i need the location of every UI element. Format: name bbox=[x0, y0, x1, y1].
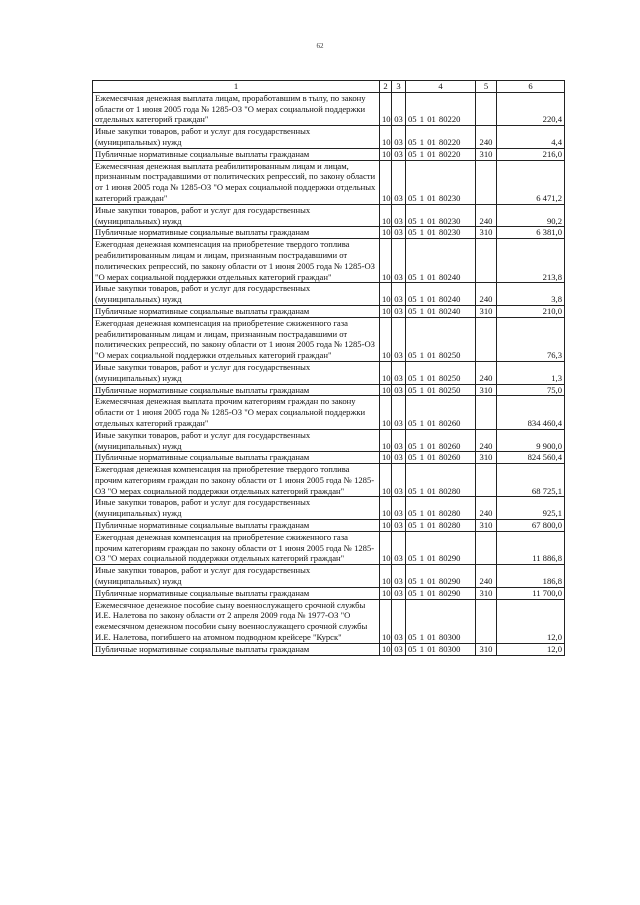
row-target-code: 05 1 01 80220 bbox=[406, 148, 476, 160]
row-description: Иные закупки товаров, работ и услуг для государственных (муниципальных) нужд bbox=[93, 283, 380, 306]
row-expense-type: 310 bbox=[476, 452, 497, 464]
row-section: 10 bbox=[380, 239, 392, 283]
table-row bbox=[93, 160, 565, 204]
row-expense-type: 240 bbox=[476, 429, 497, 452]
table-row bbox=[93, 531, 565, 564]
row-target-code: 05 1 01 80230 bbox=[406, 160, 476, 204]
row-description: Ежемесячная денежная выплата реабилитированным лицам и лицам, признанным пострадавшими от политических репрессий, по закону области от 1 июня 2005 года № 1285-ОЗ "О мерах социальной поддержки отдельных категорий граждан" bbox=[93, 160, 380, 204]
row-section: 10 bbox=[380, 429, 392, 452]
row-expense-type: 240 bbox=[476, 565, 497, 588]
row-expense-type: 310 bbox=[476, 384, 497, 396]
row-expense-type: 310 bbox=[476, 643, 497, 655]
row-expense-type bbox=[476, 92, 497, 125]
table-row bbox=[93, 396, 565, 429]
row-amount: 9 900,0 bbox=[497, 429, 565, 452]
row-amount: 67 800,0 bbox=[497, 520, 565, 532]
row-subsection: 03 bbox=[392, 565, 406, 588]
table-body bbox=[93, 92, 565, 655]
row-section: 10 bbox=[380, 531, 392, 564]
row-expense-type bbox=[476, 317, 497, 361]
table-row bbox=[93, 464, 565, 497]
row-section: 10 bbox=[380, 92, 392, 125]
table-row bbox=[93, 317, 565, 361]
table-row bbox=[93, 452, 565, 464]
row-description: Ежегодная денежная компенсация на приобретение сжиженного газа реабилитированным лицам и лицам, признанным пострадавшими от политических репрессий, по закону области от 1 июня 2005 года № 1285-ОЗ "О мерах социальной поддержки отдельных категорий граждан" bbox=[93, 317, 380, 361]
row-subsection: 03 bbox=[392, 464, 406, 497]
row-amount: 925,1 bbox=[497, 497, 565, 520]
row-subsection: 03 bbox=[392, 92, 406, 125]
row-amount: 6 381,0 bbox=[497, 227, 565, 239]
row-target-code: 05 1 01 80240 bbox=[406, 239, 476, 283]
row-amount: 6 471,2 bbox=[497, 160, 565, 204]
row-section: 10 bbox=[380, 643, 392, 655]
table-row bbox=[93, 283, 565, 306]
row-description: Ежегодная денежная компенсация на приобретение твердого топлива прочим категориям граждан по закону области от 1 июня 2005 года № 1285-ОЗ "О мерах социальной поддержки отдельных категорий граждан" bbox=[93, 464, 380, 497]
row-section: 10 bbox=[380, 227, 392, 239]
row-section: 10 bbox=[380, 464, 392, 497]
row-subsection: 03 bbox=[392, 396, 406, 429]
row-subsection: 03 bbox=[392, 317, 406, 361]
row-amount: 186,8 bbox=[497, 565, 565, 588]
row-description: Иные закупки товаров, работ и услуг для государственных (муниципальных) нужд bbox=[93, 565, 380, 588]
row-subsection: 03 bbox=[392, 587, 406, 599]
row-expense-type bbox=[476, 599, 497, 643]
header-col-2: 2 bbox=[380, 81, 392, 93]
row-amount: 216,0 bbox=[497, 148, 565, 160]
table-row bbox=[93, 126, 565, 149]
row-expense-type: 240 bbox=[476, 361, 497, 384]
row-section: 10 bbox=[380, 520, 392, 532]
table-row bbox=[93, 429, 565, 452]
row-section: 10 bbox=[380, 305, 392, 317]
row-expense-type: 240 bbox=[476, 204, 497, 227]
row-subsection: 03 bbox=[392, 227, 406, 239]
row-description: Ежемесячная денежная выплата прочим категориям граждан по закону области от 1 июня 2005 года № 1285-ОЗ "О мерах социальной поддержки отдельных категорий граждан" bbox=[93, 396, 380, 429]
table-row bbox=[93, 227, 565, 239]
row-description: Публичные нормативные социальные выплаты гражданам bbox=[93, 452, 380, 464]
row-description: Иные закупки товаров, работ и услуг для государственных (муниципальных) нужд bbox=[93, 204, 380, 227]
header-col-3: 3 bbox=[392, 81, 406, 93]
row-section: 10 bbox=[380, 317, 392, 361]
row-target-code: 05 1 01 80290 bbox=[406, 531, 476, 564]
row-description: Публичные нормативные социальные выплаты гражданам bbox=[93, 587, 380, 599]
row-subsection: 03 bbox=[392, 283, 406, 306]
table-row bbox=[93, 148, 565, 160]
row-expense-type: 240 bbox=[476, 497, 497, 520]
row-subsection: 03 bbox=[392, 643, 406, 655]
table-row bbox=[93, 92, 565, 125]
row-description: Иные закупки товаров, работ и услуг для государственных (муниципальных) нужд bbox=[93, 361, 380, 384]
row-section: 10 bbox=[380, 160, 392, 204]
row-expense-type bbox=[476, 160, 497, 204]
row-description: Публичные нормативные социальные выплаты гражданам bbox=[93, 384, 380, 396]
row-target-code: 05 1 01 80250 bbox=[406, 361, 476, 384]
row-expense-type bbox=[476, 396, 497, 429]
row-section: 10 bbox=[380, 384, 392, 396]
row-amount: 90,2 bbox=[497, 204, 565, 227]
table-row bbox=[93, 587, 565, 599]
row-subsection: 03 bbox=[392, 148, 406, 160]
row-section: 10 bbox=[380, 148, 392, 160]
row-subsection: 03 bbox=[392, 384, 406, 396]
row-section: 10 bbox=[380, 587, 392, 599]
row-target-code: 05 1 01 80260 bbox=[406, 396, 476, 429]
budget-table bbox=[92, 80, 565, 656]
row-target-code: 05 1 01 80300 bbox=[406, 599, 476, 643]
row-section: 10 bbox=[380, 204, 392, 227]
row-section: 10 bbox=[380, 396, 392, 429]
row-amount: 11 886,8 bbox=[497, 531, 565, 564]
table-row bbox=[93, 643, 565, 655]
row-target-code: 05 1 01 80300 bbox=[406, 643, 476, 655]
header-col-5: 5 bbox=[476, 81, 497, 93]
row-amount: 824 560,4 bbox=[497, 452, 565, 464]
row-amount: 12,0 bbox=[497, 643, 565, 655]
row-subsection: 03 bbox=[392, 452, 406, 464]
row-target-code: 05 1 01 80290 bbox=[406, 565, 476, 588]
row-section: 10 bbox=[380, 361, 392, 384]
table-row bbox=[93, 565, 565, 588]
row-target-code: 05 1 01 80260 bbox=[406, 429, 476, 452]
row-section: 10 bbox=[380, 599, 392, 643]
row-expense-type: 310 bbox=[476, 148, 497, 160]
row-subsection: 03 bbox=[392, 497, 406, 520]
row-amount: 4,4 bbox=[497, 126, 565, 149]
row-subsection: 03 bbox=[392, 429, 406, 452]
header-col-1: 1 bbox=[93, 81, 380, 93]
row-subsection: 03 bbox=[392, 520, 406, 532]
row-section: 10 bbox=[380, 452, 392, 464]
table-row bbox=[93, 204, 565, 227]
row-section: 10 bbox=[380, 283, 392, 306]
row-target-code: 05 1 01 80240 bbox=[406, 283, 476, 306]
row-target-code: 05 1 01 80280 bbox=[406, 497, 476, 520]
row-amount: 3,8 bbox=[497, 283, 565, 306]
table-row bbox=[93, 384, 565, 396]
row-subsection: 03 bbox=[392, 126, 406, 149]
row-description: Ежемесячное денежное пособие сыну военнослужащего срочной службы И.Е. Налетова по закону области от 2 апреля 2009 года № 1977-ОЗ "О ежемесячном денежном пособии сыну военнослужащего срочной службы И.Е. Налетова, погибшего на атомном подводном крейсере "Курск" bbox=[93, 599, 380, 643]
row-description: Ежегодная денежная компенсация на приобретение сжиженного газа прочим категориям граждан по закону области от 1 июня 2005 года № 1285-ОЗ "О мерах социальной поддержки отдельных категорий граждан" bbox=[93, 531, 380, 564]
row-amount: 68 725,1 bbox=[497, 464, 565, 497]
row-subsection: 03 bbox=[392, 305, 406, 317]
row-amount: 76,3 bbox=[497, 317, 565, 361]
table-row bbox=[93, 239, 565, 283]
row-target-code: 05 1 01 80220 bbox=[406, 92, 476, 125]
row-section: 10 bbox=[380, 565, 392, 588]
row-target-code: 05 1 01 80290 bbox=[406, 587, 476, 599]
row-amount: 834 460,4 bbox=[497, 396, 565, 429]
row-description: Публичные нормативные социальные выплаты гражданам bbox=[93, 643, 380, 655]
row-section: 10 bbox=[380, 126, 392, 149]
row-description: Публичные нормативные социальные выплаты гражданам bbox=[93, 148, 380, 160]
table-row bbox=[93, 520, 565, 532]
table-row bbox=[93, 361, 565, 384]
row-subsection: 03 bbox=[392, 204, 406, 227]
row-target-code: 05 1 01 80240 bbox=[406, 305, 476, 317]
row-subsection: 03 bbox=[392, 160, 406, 204]
row-amount: 75,0 bbox=[497, 384, 565, 396]
row-expense-type: 310 bbox=[476, 587, 497, 599]
row-expense-type: 240 bbox=[476, 126, 497, 149]
row-subsection: 03 bbox=[392, 239, 406, 283]
row-target-code: 05 1 01 80230 bbox=[406, 204, 476, 227]
row-expense-type: 240 bbox=[476, 283, 497, 306]
row-target-code: 05 1 01 80230 bbox=[406, 227, 476, 239]
row-expense-type: 310 bbox=[476, 227, 497, 239]
row-subsection: 03 bbox=[392, 531, 406, 564]
row-expense-type bbox=[476, 531, 497, 564]
header-col-6: 6 bbox=[497, 81, 565, 93]
row-amount: 220,4 bbox=[497, 92, 565, 125]
table-header-row bbox=[93, 81, 565, 93]
row-subsection: 03 bbox=[392, 361, 406, 384]
row-target-code: 05 1 01 80220 bbox=[406, 126, 476, 149]
row-description: Иные закупки товаров, работ и услуг для государственных (муниципальных) нужд bbox=[93, 497, 380, 520]
row-target-code: 05 1 01 80280 bbox=[406, 520, 476, 532]
row-description: Иные закупки товаров, работ и услуг для государственных (муниципальных) нужд bbox=[93, 429, 380, 452]
row-section: 10 bbox=[380, 497, 392, 520]
row-amount: 11 700,0 bbox=[497, 587, 565, 599]
row-expense-type bbox=[476, 464, 497, 497]
row-description: Ежегодная денежная компенсация на приобретение твердого топлива реабилитированным лицам и лицам, признанным пострадавшими от политических репрессий, по закону области от 1 июня 2005 года № 1285-ОЗ "О мерах социальной поддержки отдельных категорий граждан" bbox=[93, 239, 380, 283]
page-number: 62 bbox=[316, 42, 324, 50]
row-expense-type bbox=[476, 239, 497, 283]
table-row bbox=[93, 305, 565, 317]
row-target-code: 05 1 01 80250 bbox=[406, 317, 476, 361]
row-description: Публичные нормативные социальные выплаты гражданам bbox=[93, 227, 380, 239]
row-amount: 213,8 bbox=[497, 239, 565, 283]
row-amount: 210,0 bbox=[497, 305, 565, 317]
row-target-code: 05 1 01 80280 bbox=[406, 464, 476, 497]
header-col-4: 4 bbox=[406, 81, 476, 93]
row-description: Публичные нормативные социальные выплаты гражданам bbox=[93, 520, 380, 532]
table-row bbox=[93, 599, 565, 643]
row-target-code: 05 1 01 80250 bbox=[406, 384, 476, 396]
row-expense-type: 310 bbox=[476, 520, 497, 532]
row-subsection: 03 bbox=[392, 599, 406, 643]
row-amount: 1,3 bbox=[497, 361, 565, 384]
row-description: Иные закупки товаров, работ и услуг для государственных (муниципальных) нужд bbox=[93, 126, 380, 149]
row-description: Ежемесячная денежная выплата лицам, проработавшим в тылу, по закону области от 1 июня 2005 года № 1285-ОЗ "О мерах социальной поддержки отдельных категорий граждан" bbox=[93, 92, 380, 125]
row-expense-type: 310 bbox=[476, 305, 497, 317]
row-target-code: 05 1 01 80260 bbox=[406, 452, 476, 464]
table-row bbox=[93, 497, 565, 520]
row-description: Публичные нормативные социальные выплаты гражданам bbox=[93, 305, 380, 317]
row-amount: 12,0 bbox=[497, 599, 565, 643]
